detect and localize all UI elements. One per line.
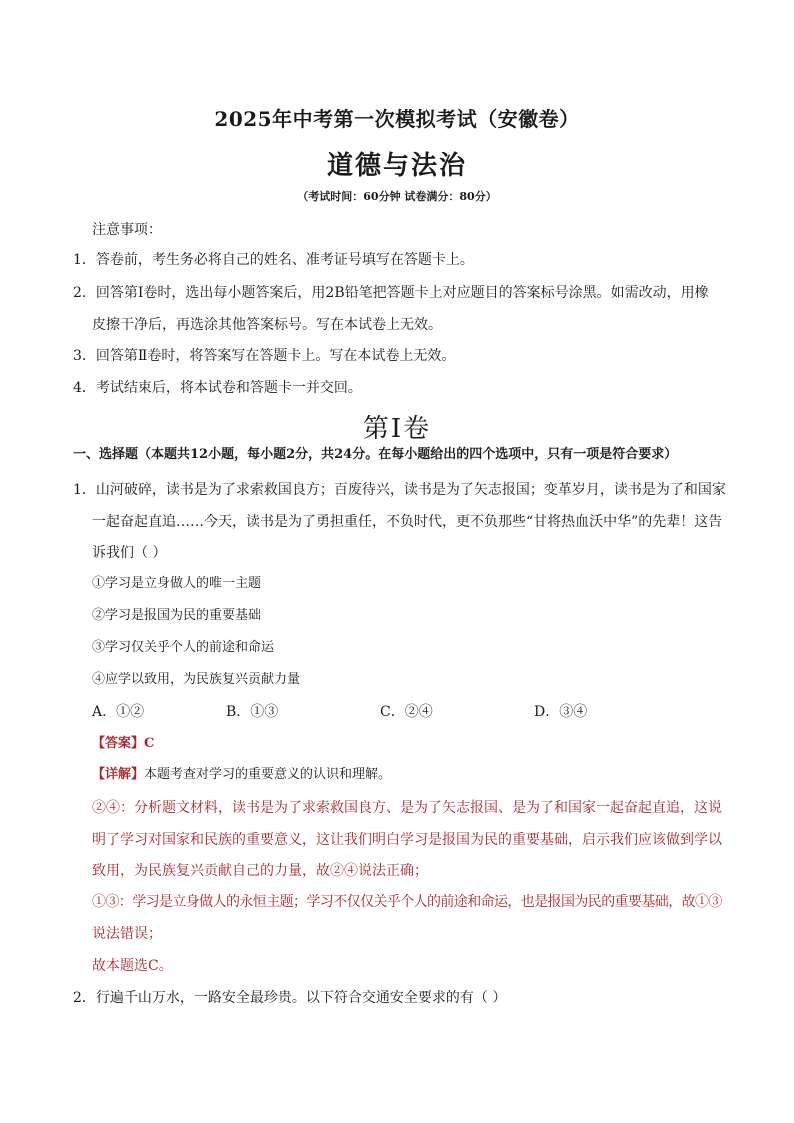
exam-title: 2025年中考第一次模拟考试（安徽卷） <box>214 107 580 131</box>
q1-statement: ①学习是立身做人的唯一主题 <box>92 576 262 591</box>
q1-option-c: C．②④ <box>380 704 433 720</box>
q1-option-a: A．①② <box>92 704 145 720</box>
q1-analysis-line: 致用，为民族复兴贡献自己的力量，故②④说法正确； <box>92 863 428 879</box>
note-item-4: 4．考试结束后，将本试卷和答题卡一并交回。 <box>73 380 362 396</box>
exam-meta: （考试时间：60分钟 试卷满分：80分） <box>297 190 497 203</box>
q1-option-d: D．③④ <box>534 704 588 720</box>
note-item-1: 1．答卷前，考生务必将自己的姓名、准考证号填写在答题卡上。 <box>73 252 474 268</box>
analysis-label: 【详解】 <box>92 767 145 782</box>
q1-analysis-conclusion: 故本题选C。 <box>92 958 173 974</box>
notes-heading: 注意事项： <box>92 222 162 238</box>
q1-statement: ③学习仅关乎个人的前途和命运 <box>92 640 275 655</box>
q2-stem: 2．行遍千山万水，一路安全最珍贵。以下符合交通安全要求的有（ ） <box>73 990 507 1006</box>
note-item-2-cont: 皮擦干净后，再选涂其他答案标号。写在本试卷上无效。 <box>92 317 442 333</box>
q1-analysis-head <box>92 765 391 785</box>
note-item-2: 2．回答第Ⅰ卷时，选出每小题答案后，用2B铅笔把答题卡上对应题目的答案标号涂黑。如需改动，用橡 <box>73 285 709 301</box>
q1-answer: 【答案】C <box>92 736 155 751</box>
q1-option-b: B．①③ <box>226 704 279 720</box>
volume-heading: 第Ⅰ卷 <box>362 414 432 444</box>
analysis-intro: 本题考查对学习的重要意义的认识和理解。 <box>144 767 392 782</box>
q1-statement: ②学习是报国为民的重要基础 <box>92 608 262 623</box>
subject-title: 道德与法治 <box>326 151 467 181</box>
note-item-3: 3．回答第Ⅱ卷时，将答案写在答题卡上。写在本试卷上无效。 <box>73 348 456 364</box>
section-title: 一、选择题（本题共12小题，每小题2分，共24分。在每小题给出的四个选项中，只有一项是符合要求） <box>73 447 678 462</box>
q1-analysis-line: 明了学习对国家和民族的重要意义，这让我们明白学习是报国为民的重要基础，启示我们应该做到学以 <box>92 832 722 848</box>
q1-stem-line-3: 诉我们（ ） <box>92 545 167 561</box>
q1-stem-line-2: 一起奋起直追……今天，读书是为了勇担重任，不负时代，更不负那些“甘将热血沃中华”的先辈！这告 <box>92 514 723 530</box>
q1-statement: ④应学以致用，为民族复兴贡献力量 <box>92 672 301 687</box>
q1-stem-line-1: 1．山河破碎，读书是为了求索救国良方；百废待兴，读书是为了矢志报国；变革岁月，读书是为了和国家 <box>73 482 726 498</box>
q1-analysis-line: ②④：分析题文材料，读书是为了求索救国良方、是为了矢志报国、是为了和国家一起奋起直追，这说 <box>92 800 722 816</box>
q1-analysis-line: 说法错误； <box>92 926 162 942</box>
q1-analysis-line: ①③：学习是立身做人的永恒主题；学习不仅仅关乎个人的前途和命运，也是报国为民的重要基础，故①③ <box>92 894 722 910</box>
